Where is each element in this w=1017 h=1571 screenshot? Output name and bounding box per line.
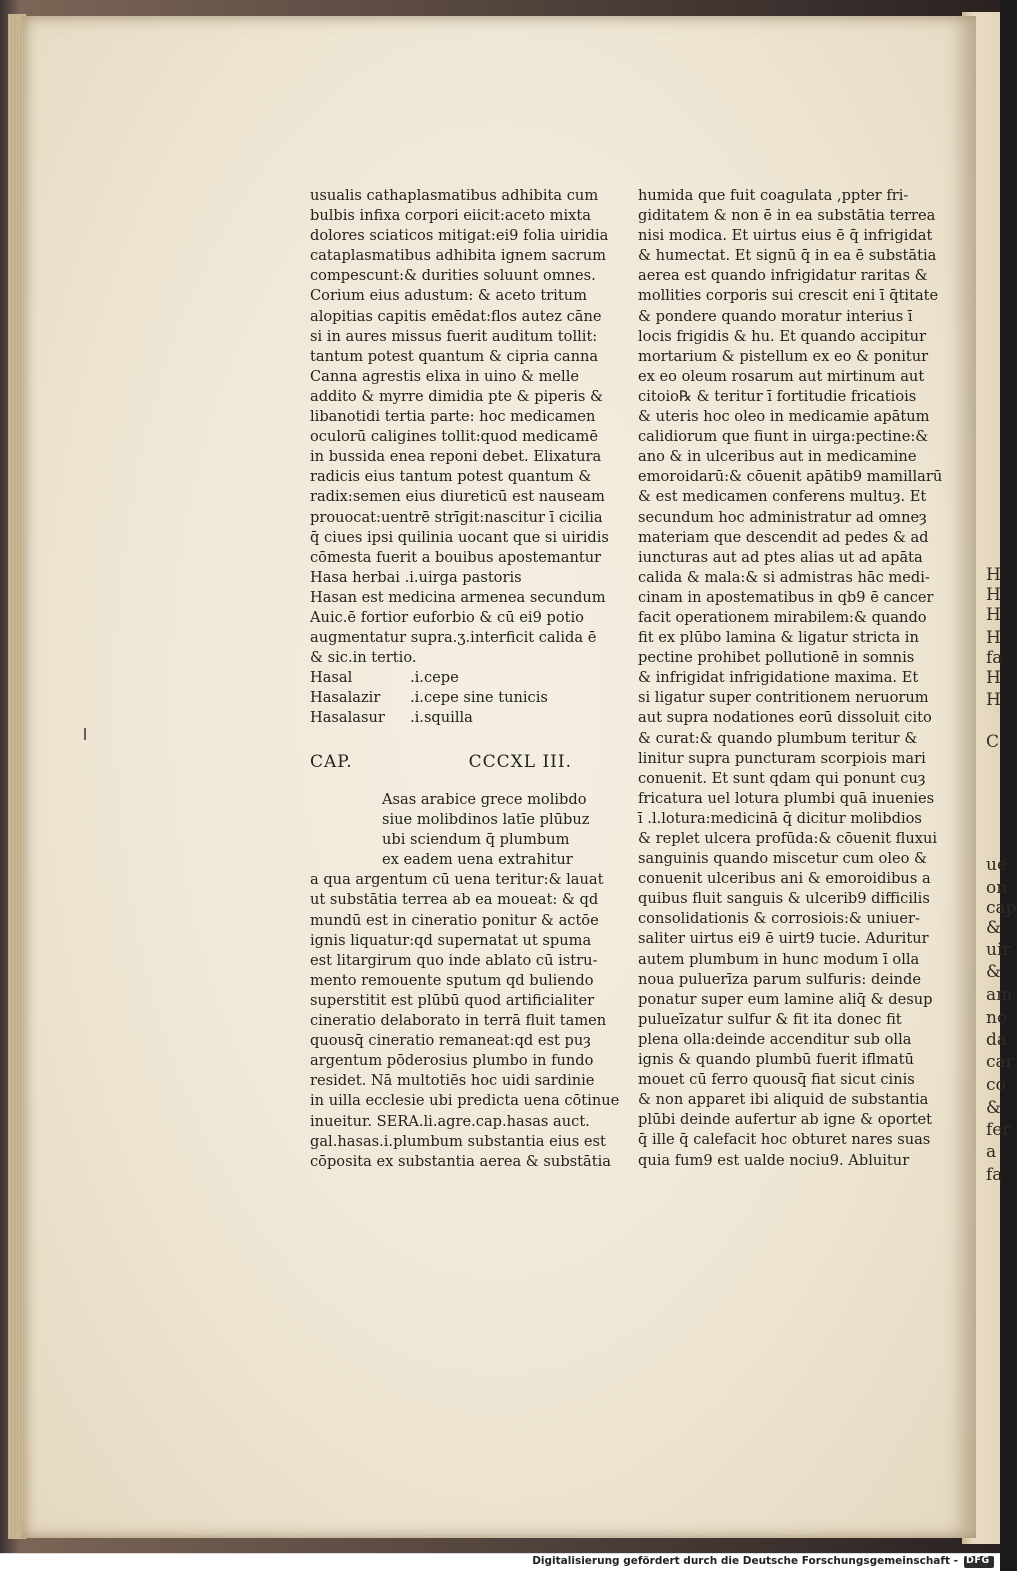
text-line: saliter uirtus ei9 ē uirt9 tucie. Aduritur <box>638 930 929 948</box>
text-line: prouocat:uentrē strīgit:nascitur ī cicilia <box>310 508 603 526</box>
text-line: superstitit est plūbū quod artificialiter <box>310 991 595 1009</box>
dfg-logo-text: DFG <box>966 1555 990 1566</box>
text-line: mundū est in cineratio ponitur & actōe <box>310 911 599 929</box>
text-line: radicis eius tantum potest quantum & <box>310 468 592 486</box>
text-line: locis frigidis & hu. Et quando accipitur <box>638 327 927 345</box>
facing-page-fragment: fa <box>986 648 1003 668</box>
text-line: linitur supra puncturam scorpiois mari <box>638 749 926 767</box>
text-line: plūbi deinde aufertur ab igne & oportet <box>638 1111 932 1129</box>
facing-page-fragment: H <box>986 668 1001 688</box>
dfg-logo <box>964 1556 994 1568</box>
text-line: compescunt:& durities soluunt omnes. <box>310 267 596 285</box>
text-line: humida que fuit coagulata ,ppter fri- <box>638 187 909 204</box>
synonym-index-list <box>310 668 572 728</box>
text-line: ubi sciendum q̄ plumbum <box>382 831 570 849</box>
text-line: ignis liquatur:qd supernatat ut spuma <box>310 931 592 949</box>
chapter-body <box>310 790 620 1172</box>
text-line: giditatem & non ē in ea substātia terrea <box>638 207 936 225</box>
text-line: argentum pōderosius plumbo in fundo <box>310 1052 594 1070</box>
text-line: Canna agrestis elixa in uino & melle <box>310 367 580 385</box>
text-line: mollities corporis sui crescit eni ī q̄titate <box>638 287 939 305</box>
text-line: residet. Nā multotiēs hoc uidi sardinie <box>310 1072 595 1090</box>
chapter-label: CAP. <box>310 752 353 772</box>
text-line: cataplasmatibus adhibita ignem sacrum <box>310 247 607 265</box>
right-column-paragraphs <box>638 186 943 1171</box>
text-line: addito & myrre dimidia pte & piperis & <box>310 387 604 405</box>
text-line: alopitias capitis emēdat:flos autez cāne <box>310 307 602 325</box>
text-line: cineratio delaborato in terrā fluit tamen <box>310 1012 607 1030</box>
text-line: mouet cū ferro quousq̄ fiat sicut cinis <box>638 1071 915 1089</box>
text-line: & pondere quando moratur interius ī <box>638 307 913 325</box>
text-line: citoio℞ & teritur ī fortitudie fricatiois <box>638 387 917 405</box>
facing-page-fragment: a <box>986 1142 997 1162</box>
text-line: calidiorum que fiunt in uirga:pectine:& <box>638 428 929 446</box>
text-line: materiam que descendit ad pedes & ad <box>638 528 929 546</box>
facing-page-fragment: & <box>986 962 1002 982</box>
text-line: a qua argentum cū uena teritur:& lauat <box>310 871 604 889</box>
text-line: pectine prohibet pollutionē in somnis <box>638 649 915 667</box>
text-line: Hasan est medicina armenea secundum <box>310 588 606 606</box>
text-line: facit operationem mirabilem:& quando <box>638 608 927 626</box>
text-line: inueitur. SERA.li.agre.cap.hasas auct. <box>310 1112 590 1130</box>
text-line: ut substātia terrea ab ea moueat: & qd <box>310 891 599 909</box>
text-line: cinam in apostematibus in qb9 ē cancer <box>638 588 934 606</box>
text-line: Auic.ē fortior euforbio & cū ei9 potio <box>310 608 584 626</box>
facing-page-fragment: co <box>986 1075 1006 1095</box>
facing-page-fragment: uir <box>986 940 1011 960</box>
index-gloss: .i.cepe <box>410 669 459 687</box>
text-line: siue molibdinos latīe plūbuz <box>382 811 590 829</box>
text-line: emoroidarū:& cōuenit apātib9 mamillarū <box>638 468 943 486</box>
chapter-continuation-lines <box>310 870 620 1171</box>
index-gloss: .i.squilla <box>410 709 473 727</box>
facing-page-fragment: car <box>986 1052 1014 1072</box>
facing-page-fragment: H <box>986 690 1001 710</box>
text-line: in bussida enea reponi debet. Elixatura <box>310 448 602 466</box>
text-line: q̄ ille q̄ calefacit hoc obturet nares suas <box>638 1131 931 1149</box>
right-text-column <box>638 186 943 1171</box>
index-row <box>310 668 572 688</box>
index-row <box>310 708 572 728</box>
facing-page-fragment: H <box>986 628 1001 648</box>
text-line: aerea est quando infrigidatur raritas & <box>638 267 928 285</box>
text-line: gal.hasas.i.plumbum substantia eius est <box>310 1132 606 1150</box>
facing-page-fragment: da <box>986 1030 1008 1050</box>
facing-page-fragment: fa <box>986 1165 1003 1185</box>
facing-page-fragment: & <box>986 918 1002 938</box>
text-line: usualis cathaplasmatibus adhibita cum <box>310 187 599 204</box>
facing-page-fragment: no <box>986 1008 1008 1028</box>
facing-page-fragment: fer <box>986 1120 1011 1140</box>
text-line: ponatur super eum lamine aliq̄ & desup <box>638 990 933 1008</box>
text-line: fricatura uel lotura plumbi quā inuenies <box>638 789 935 807</box>
facing-page-fragment: on <box>986 878 1008 898</box>
chapter-heading <box>310 752 572 780</box>
text-line: dolores sciaticos mitigat:ei9 folia uiridia <box>310 227 609 245</box>
facing-page-fragment: ue <box>986 855 1008 875</box>
text-line: sanguinis quando miscetur cum oleo & <box>638 850 928 868</box>
index-row <box>310 688 572 708</box>
text-line: ī .l.lotura:medicinā q̄ dicitur molibdios <box>638 809 922 827</box>
text-line: ex eo oleum rosarum aut mirtinum aut <box>638 367 925 385</box>
facing-page-fragment: H <box>986 565 1001 585</box>
text-line: in uilla ecclesie ubi predicta uena cōtinue <box>310 1092 620 1110</box>
index-gloss: .i.cepe sine tunicis <box>410 689 548 707</box>
text-line: & non apparet ibi aliquid de substantia <box>638 1091 929 1109</box>
text-line: calida & mala:& si admistras hāc medi- <box>638 568 930 586</box>
facing-page-fragment: H <box>986 605 1001 625</box>
text-line: & infrigidat infrigidatione maxima. Et <box>638 669 919 687</box>
text-line: noua puluerīza parum sulfuris: deinde <box>638 970 922 988</box>
chapter-opening-lines <box>310 790 590 870</box>
left-column-top-paragraphs <box>310 186 609 668</box>
text-line: cōmesta fuerit a bouibus apostemantur <box>310 548 602 566</box>
text-line: & curat:& quando plumbum teritur & <box>638 729 918 747</box>
text-line: ex eadem uena extrahitur <box>382 851 573 869</box>
text-line: si in aures missus fuerit auditum tollit: <box>310 327 598 345</box>
text-line: pulueīzatur sulfur & fit ita donec fit <box>638 1010 902 1028</box>
text-line: augmentatur supra.ʒ.interficit calida ē <box>310 629 597 647</box>
facing-page-fragment: cap <box>986 898 1017 918</box>
facing-page-fragment: & <box>986 1098 1002 1118</box>
text-line: quousq̄ cineratio remaneat:qd est puȝ <box>310 1032 591 1050</box>
text-line: libanotidi tertia parte: hoc medicamen <box>310 408 596 426</box>
text-line: autem plumbum in hunc modum ī olla <box>638 950 920 968</box>
text-line: radix:semen eius diureticū est nauseam <box>310 488 605 506</box>
text-line: consolidationis & corrosiois:& uniuer- <box>638 910 920 928</box>
chapter-number: CCCXL III. <box>468 752 572 772</box>
text-line: Corium eius adustum: & aceto tritum <box>310 287 587 305</box>
text-line: quia fum9 est ualde nociu9. Abluitur <box>638 1151 910 1169</box>
text-line: mortarium & pistellum ex eo & ponitur <box>638 347 929 365</box>
text-line: conuenit. Et sunt qdam qui ponunt cuȝ <box>638 769 926 787</box>
text-line: nisi modica. Et uirtus eius ē q̄ infrigidat <box>638 227 933 245</box>
funding-credit: Digitalisierung gefördert durch die Deutsche Forschungsgemeinschaft - <box>532 1555 958 1567</box>
text-line: quibus fluit sanguis & ulcerib9 difficilis <box>638 890 930 908</box>
text-line: cōposita ex substantia aerea & substātia <box>310 1152 611 1170</box>
text-line: conuenit ulceribus ani & emoroidibus a <box>638 870 931 888</box>
text-line: fit ex plūbo lamina & ligatur stricta in <box>638 629 919 647</box>
text-line: si ligatur super contritionem neruorum <box>638 689 929 707</box>
text-line: bulbis infixa corpori eiicit:aceto mixta <box>310 207 591 225</box>
text-line: plena olla:deinde accenditur sub olla <box>638 1030 912 1048</box>
text-line: & sic.in tertio. <box>310 649 417 667</box>
margin-mark <box>84 728 86 740</box>
text-line: q̄ ciues ipsi quilinia uocant que si uiridis <box>310 528 609 546</box>
text-line: secundum hoc administratur ad omneȝ <box>638 508 927 526</box>
text-line: & replet ulcera profūda:& cōuenit fluxui <box>638 830 938 847</box>
text-line: Hasa herbai .i.uirga pastoris <box>310 568 522 586</box>
facing-page-fragment: C <box>986 732 1000 752</box>
text-line: Asas arabice grece molibdo <box>382 791 587 808</box>
index-term: Hasalazir <box>310 689 381 707</box>
text-line: ignis & quando plumbū fuerit ifl̄matū <box>638 1051 914 1069</box>
facing-page-fragment: H <box>986 585 1001 605</box>
text-line: & est medicamen conferens multuȝ. Et <box>638 488 927 506</box>
text-line: mento remouente sputum qd buliendo <box>310 971 594 989</box>
text-line: iuncturas aut ad ptes alias ut ad apāta <box>638 548 923 566</box>
text-line: oculorū caligines tollit:quod medicamē <box>310 428 598 446</box>
index-term: Hasal <box>310 669 353 687</box>
text-line: ano & in ulceribus aut in medicamine <box>638 448 917 466</box>
facing-page-fragment: am <box>986 985 1013 1005</box>
text-line: aut supra nodationes eorū dissoluit cito <box>638 709 932 727</box>
text-line: est litargirum quo inde ablato cū istru- <box>310 951 598 969</box>
text-line: & humectat. Et signū q̄ in ea ē substātia <box>638 247 937 265</box>
left-text-column <box>310 186 609 729</box>
digitization-footer <box>0 1553 1000 1571</box>
text-line: & uteris hoc oleo in medicamie apātum <box>638 408 930 426</box>
index-term: Hasalasur <box>310 709 385 727</box>
text-line: tantum potest quantum & cipria canna <box>310 347 599 365</box>
